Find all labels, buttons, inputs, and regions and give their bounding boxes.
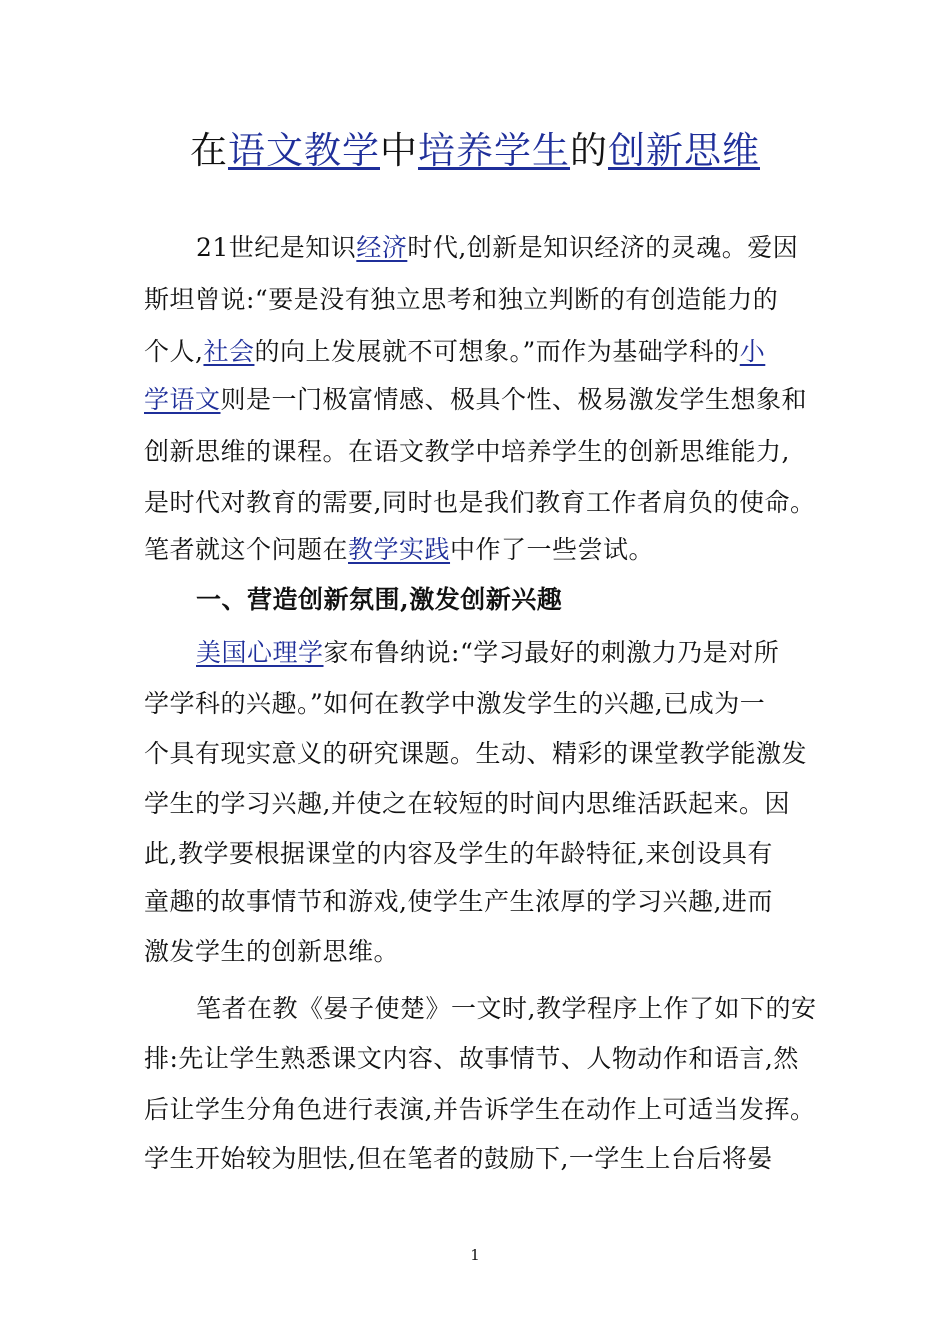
page-number: 1 xyxy=(470,1246,480,1264)
p1-line-6: 是时代对教育的需要,同时也是我们教育工作者肩负的使命。 xyxy=(144,488,816,517)
p2-line-1 xyxy=(196,637,779,669)
p3-line-4: 学生开始较为胆怯,但在笔者的鼓励下,一学生上台后将晏 xyxy=(144,1144,773,1173)
p2-line-4: 学生的学习兴趣,并使之在较短的时间内思维活跃起来。因 xyxy=(144,789,790,818)
link-meiguo-xinlixue[interactable]: 美国心理学 xyxy=(196,638,324,667)
p1-line-3 xyxy=(144,336,765,368)
link-jingji[interactable]: 经济 xyxy=(356,233,408,262)
p1-line-5: 创新思维的课程。在语文教学中培养学生的创新思维能力, xyxy=(144,437,790,466)
p2-line-3: 个具有现实意义的研究课题。生动、精彩的课堂教学能激发 xyxy=(144,739,808,768)
p1-line-4 xyxy=(144,384,807,416)
text-run: 个人, xyxy=(144,337,204,366)
p1-line-7 xyxy=(144,534,654,566)
p2-line-2: 学学科的兴趣。”如何在教学中激发学生的兴趣,已成为一 xyxy=(144,689,766,718)
link-xiaoxue-yuwen-end[interactable]: 学语文 xyxy=(144,385,221,414)
p2-line-5: 此,教学要根据课堂的内容及学生的年龄特征,来创设具有 xyxy=(144,839,773,868)
text-run: 的向上发展就不可想象。”而作为基础学科的 xyxy=(254,337,740,366)
title-text-3: 的 xyxy=(570,129,608,172)
p1-line-1 xyxy=(196,232,798,264)
link-jiaoxue-shijian[interactable]: 教学实践 xyxy=(348,535,451,564)
p2-line-6: 童趣的故事情节和游戏,使学生产生浓厚的学习兴趣,进而 xyxy=(144,887,773,916)
title-text-1: 在 xyxy=(190,129,228,172)
title-link-peiyang-xuesheng[interactable]: 培养学生 xyxy=(418,129,570,172)
link-shehui[interactable]: 社会 xyxy=(203,337,255,366)
p3-line-2: 排:先让学生熟悉课文内容、故事情节、人物动作和语言,然 xyxy=(144,1044,799,1073)
p2-line-7: 激发学生的创新思维。 xyxy=(144,937,400,966)
title-link-yuwen-jiaoxue[interactable]: 语文教学 xyxy=(228,129,380,172)
text-run: 时代,创新是知识经济的灵魂。爱因 xyxy=(407,233,799,262)
p3-line-1: 笔者在教《晏子使楚》一文时,教学程序上作了如下的安 xyxy=(196,994,817,1023)
p1-line-2: 斯坦曾说:“要是没有独立思考和独立判断的有创造能力的 xyxy=(144,285,779,314)
text-run: 21世纪是知识 xyxy=(196,233,357,262)
p3-line-3: 后让学生分角色进行表演,并告诉学生在动作上可适当发挥。 xyxy=(144,1095,816,1124)
text-run: 笔者就这个问题在 xyxy=(144,535,349,564)
title-text-2: 中 xyxy=(380,129,418,172)
title-link-chuangxin-siwei[interactable]: 创新思维 xyxy=(608,129,760,172)
document-title xyxy=(0,128,950,174)
text-run: 家布鲁纳说:“学习最好的刺激力乃是对所 xyxy=(323,638,780,667)
section-heading-1: 一、营造创新氛围,激发创新兴趣 xyxy=(196,585,563,614)
text-run: 则是一门极富情感、极具个性、极易激发学生想象和 xyxy=(220,385,808,414)
text-run: 中作了一些尝试。 xyxy=(450,535,655,564)
link-xiaoxue-yuwen-start[interactable]: 小 xyxy=(739,337,766,366)
